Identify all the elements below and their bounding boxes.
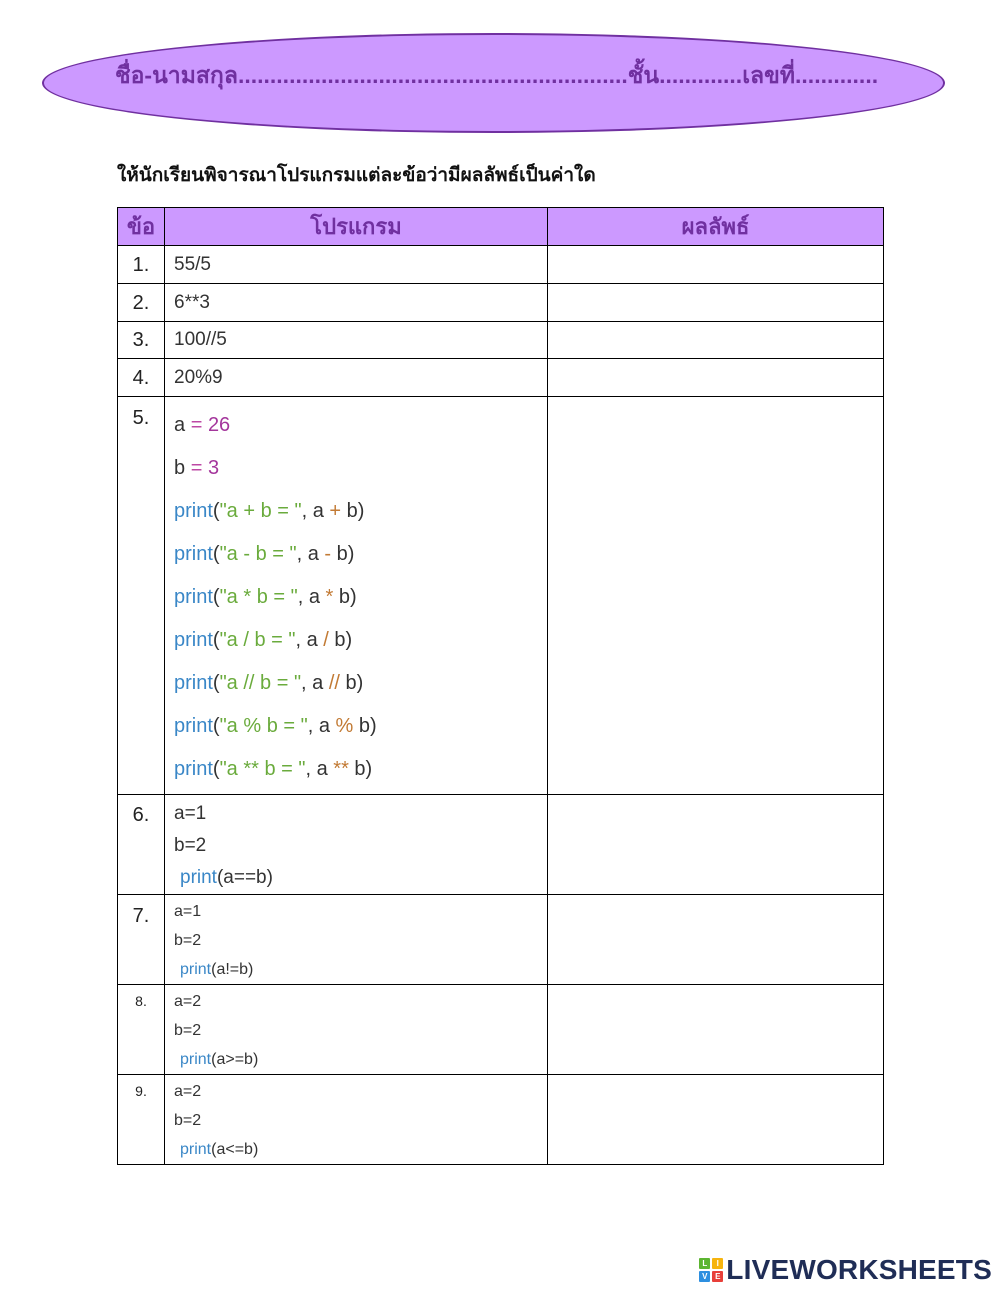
code-token-plain: 55/5 <box>174 253 211 275</box>
table-row <box>118 795 884 895</box>
code-token-string: "a % b = " <box>219 715 308 737</box>
code-token-plain: , a <box>305 758 334 780</box>
print-keyword: print <box>180 961 212 978</box>
table-row <box>118 397 884 795</box>
code-token-operator: // <box>328 672 340 694</box>
logo-wordmark: LIVEWORKSHEETS <box>726 1254 992 1285</box>
answer-cell[interactable] <box>548 359 884 397</box>
item-number: 9. <box>118 1075 165 1165</box>
code-line <box>174 1016 543 1045</box>
program-cell <box>165 1075 548 1165</box>
code-token-plain: ( <box>212 629 220 651</box>
code-line <box>174 1106 543 1135</box>
code-token-assign: = <box>190 457 208 479</box>
code-token-plain: b) <box>333 586 357 608</box>
code-line <box>174 955 543 984</box>
item-number: 7. <box>118 895 165 985</box>
code-token-plain: , a <box>295 629 324 651</box>
answer-cell[interactable] <box>548 397 884 795</box>
code-line <box>174 619 543 662</box>
column-header-result: ผลลัพธ์ <box>548 208 884 246</box>
code-line <box>174 1045 543 1074</box>
code-token-plain: b) <box>348 758 373 780</box>
print-keyword: print <box>174 758 213 780</box>
code-token-assign: = <box>190 414 208 436</box>
item-number: 3. <box>118 322 165 359</box>
code-token-plain: b) <box>328 629 353 651</box>
code-token-plain: b <box>174 457 191 479</box>
code-token-plain: , a <box>296 543 325 565</box>
code-token-plain: ( <box>212 758 220 780</box>
code-token-plain: b) <box>341 500 365 522</box>
item-number: 4. <box>118 359 165 397</box>
print-keyword: print <box>180 867 217 888</box>
code-token-plain: b) <box>353 715 377 737</box>
code-line <box>174 576 543 619</box>
table-row <box>118 359 884 397</box>
logo-letter-e-icon: E <box>712 1271 723 1282</box>
code-line <box>174 705 543 748</box>
code-token-plain: ( <box>212 543 220 565</box>
print-keyword: print <box>180 1141 212 1158</box>
table-row <box>118 1075 884 1165</box>
print-keyword: print <box>180 1051 212 1068</box>
program-cell <box>165 795 548 895</box>
program-cell <box>165 895 548 985</box>
answer-cell[interactable] <box>548 1075 884 1165</box>
table-row <box>118 985 884 1075</box>
code-token-plain: 100//5 <box>174 329 227 350</box>
code-line <box>174 798 543 830</box>
code-token-plain: b=2 <box>174 835 207 856</box>
code-token-plain: ( <box>212 715 220 737</box>
program-code <box>174 987 543 1074</box>
table-head <box>118 208 884 246</box>
code-token-plain: a <box>174 414 191 436</box>
code-line <box>174 926 543 955</box>
item-number: 8. <box>118 985 165 1075</box>
code-token-plain: (a!=b) <box>211 961 254 978</box>
code-token-string: "a ** b = " <box>219 758 306 780</box>
code-line <box>174 490 543 533</box>
code-token-plain: , a <box>297 586 326 608</box>
item-number: 6. <box>118 795 165 895</box>
program-cell <box>165 322 548 359</box>
code-token-plain: (a<=b) <box>211 1141 259 1158</box>
code-token-operator: % <box>335 715 354 737</box>
logo-letter-l-icon: L <box>699 1258 710 1269</box>
code-token-plain: , a <box>301 672 329 694</box>
code-line <box>174 366 543 390</box>
code-line <box>174 447 543 490</box>
class-label: ชั้น <box>627 62 660 88</box>
liveworksheets-logo-icon <box>699 1258 723 1282</box>
code-line <box>174 987 543 1016</box>
student-number-label: เลขที่ <box>742 62 796 88</box>
answer-cell[interactable] <box>548 322 884 359</box>
code-token-number: 26 <box>207 414 231 436</box>
code-line <box>174 862 543 894</box>
code-token-plain: a=2 <box>174 1083 202 1100</box>
program-code <box>174 404 543 791</box>
instruction-text: ให้นักเรียนพิจารณาโปรแกรมแต่ละข้อว่ามีผลลัพธ์เป็นค่าใด <box>117 165 596 186</box>
program-cell <box>165 985 548 1075</box>
program-code <box>174 291 543 315</box>
print-keyword: print <box>174 543 213 565</box>
answer-cell[interactable] <box>548 246 884 284</box>
program-cell <box>165 284 548 322</box>
liveworksheets-logo <box>699 1256 992 1284</box>
code-line <box>174 830 543 862</box>
code-line <box>174 253 543 277</box>
code-line <box>174 291 543 315</box>
table-row <box>118 284 884 322</box>
code-line <box>174 748 543 791</box>
code-token-plain: b=2 <box>174 932 202 949</box>
code-token-string: "a // b = " <box>219 672 302 694</box>
code-token-plain: ( <box>212 586 220 608</box>
code-token-plain: ( <box>212 500 220 522</box>
code-line <box>174 1077 543 1106</box>
logo-letter-v-icon: V <box>699 1271 710 1282</box>
code-token-operator: / <box>323 629 329 651</box>
code-token-plain: , a <box>301 500 330 522</box>
item-number: 5. <box>118 397 165 795</box>
column-header-number: ข้อ <box>118 208 165 246</box>
program-code <box>174 253 543 277</box>
table-row <box>118 246 884 284</box>
program-cell <box>165 246 548 284</box>
code-token-plain: b) <box>339 672 364 694</box>
column-header-program: โปรแกรม <box>165 208 548 246</box>
code-token-plain: 20%9 <box>174 366 223 388</box>
code-line <box>174 897 543 926</box>
table-body <box>118 246 884 1165</box>
code-token-plain: , a <box>307 715 336 737</box>
print-keyword: print <box>174 586 213 608</box>
item-number: 2. <box>118 284 165 322</box>
code-token-string: "a * b = " <box>219 586 298 608</box>
print-keyword: print <box>174 500 213 522</box>
code-token-plain: b) <box>331 543 355 565</box>
answer-cell[interactable] <box>548 795 884 895</box>
code-token-plain: (a>=b) <box>211 1051 259 1068</box>
student-number-blank: ............. <box>795 62 879 88</box>
code-token-plain: ( <box>212 672 220 694</box>
name-label: ชื่อ-นามสกุล <box>115 62 238 88</box>
answer-cell[interactable] <box>548 284 884 322</box>
program-code <box>174 798 543 894</box>
code-token-number: 3 <box>207 457 220 479</box>
program-code <box>174 328 543 352</box>
code-token-operator: ** <box>333 758 349 780</box>
code-token-plain: a=2 <box>174 993 202 1010</box>
answer-cell[interactable] <box>548 895 884 985</box>
code-token-operator: - <box>324 543 332 565</box>
answer-cell[interactable] <box>548 985 884 1075</box>
name-blank: ............................................................. <box>237 62 628 88</box>
print-keyword: print <box>174 672 213 694</box>
code-token-string: "a / b = " <box>219 629 296 651</box>
program-code <box>174 897 543 984</box>
code-token-operator: * <box>325 586 334 608</box>
print-keyword: print <box>174 629 213 651</box>
code-line <box>174 1135 543 1164</box>
code-line <box>174 533 543 576</box>
program-code <box>174 366 543 390</box>
class-blank: ............. <box>659 62 743 88</box>
code-token-string: "a - b = " <box>219 543 297 565</box>
item-number: 1. <box>118 246 165 284</box>
student-info-line <box>115 57 905 93</box>
table-row <box>118 322 884 359</box>
code-token-plain: a=1 <box>174 803 207 824</box>
program-cell <box>165 359 548 397</box>
program-code <box>174 1077 543 1164</box>
questions-table <box>117 207 884 1165</box>
code-token-plain: b=2 <box>174 1022 202 1039</box>
code-token-plain: a=1 <box>174 903 202 920</box>
code-line <box>174 404 543 447</box>
code-token-plain: (a==b) <box>216 867 273 888</box>
table-row <box>118 895 884 985</box>
code-line <box>174 328 543 352</box>
table-header-row <box>118 208 884 246</box>
code-token-plain: 6**3 <box>174 291 210 313</box>
code-token-plain: b=2 <box>174 1112 202 1129</box>
print-keyword: print <box>174 715 213 737</box>
code-token-string: "a + b = " <box>219 500 302 522</box>
code-line <box>174 662 543 705</box>
logo-letter-i-icon: I <box>712 1258 723 1269</box>
code-token-operator: + <box>329 500 342 522</box>
program-cell <box>165 397 548 795</box>
